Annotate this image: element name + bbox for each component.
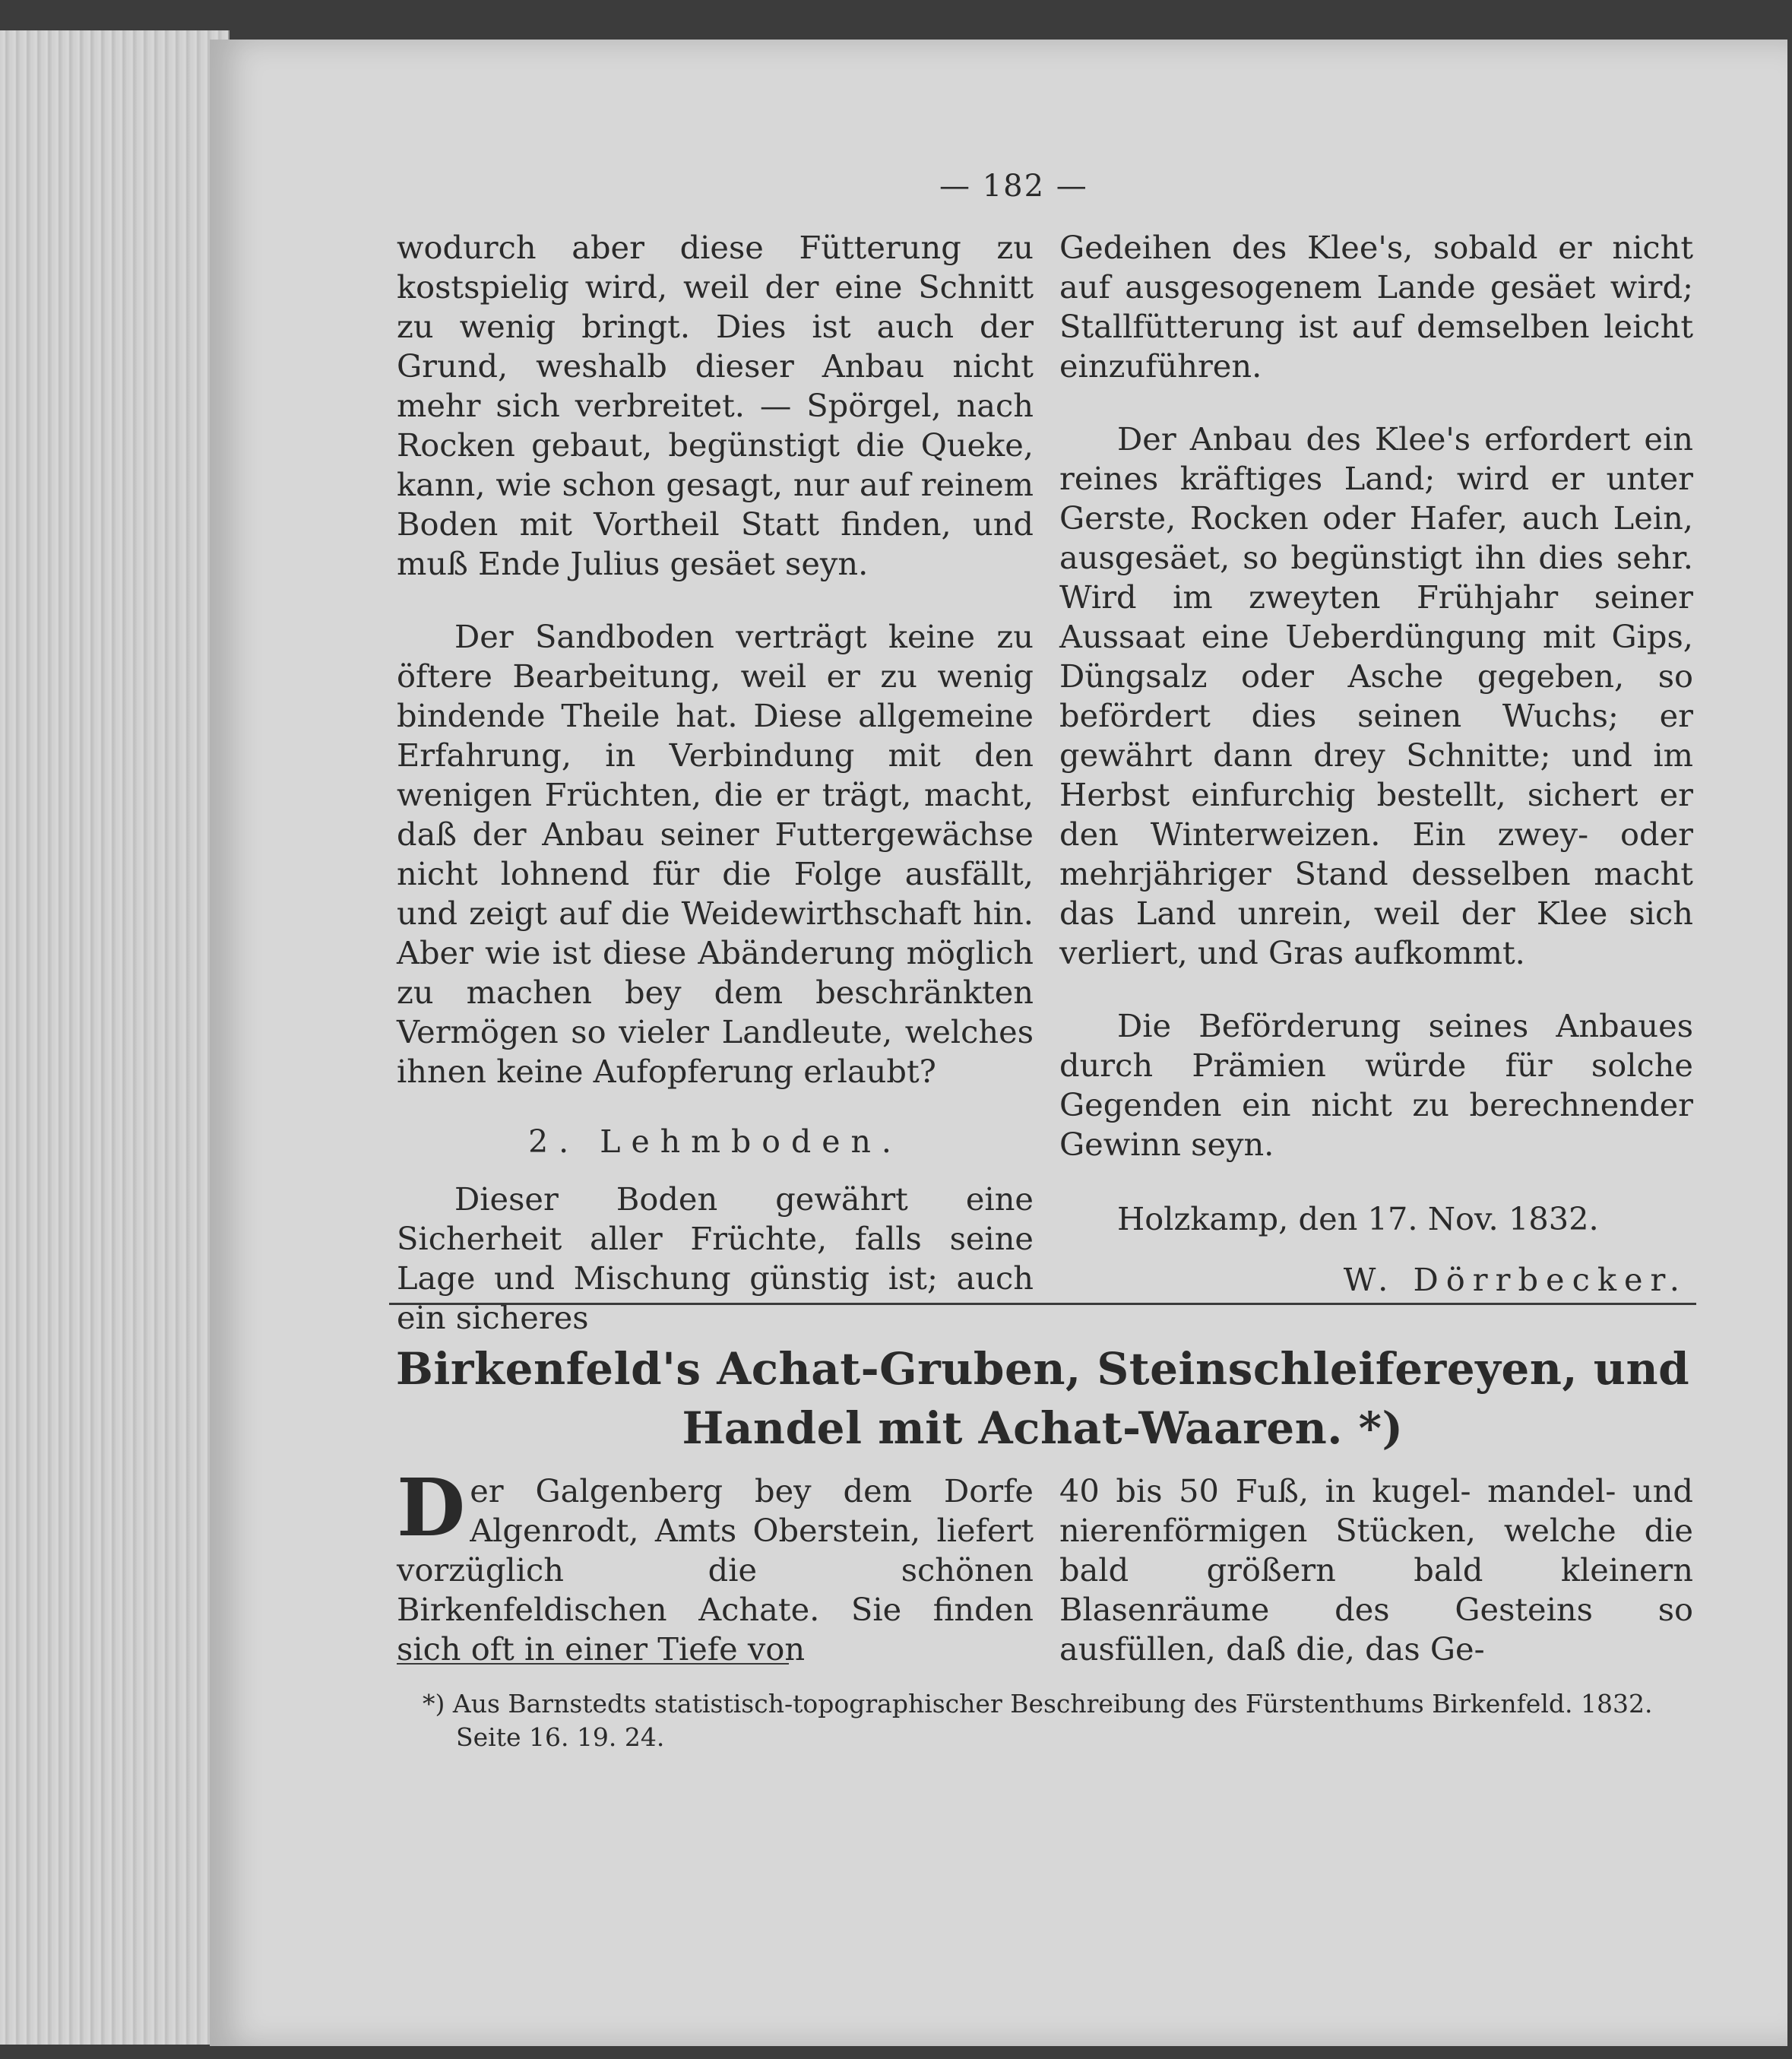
article-right-column	[1059, 1471, 1693, 1669]
signature: W. Dörrbecker.	[1343, 1261, 1687, 1298]
footnote-line-1: *) Aus Barnstedts statistisch-topographischer Beschreibung des Fürstenthums Birkenfeld. 1832.	[423, 1689, 1653, 1718]
drop-cap: D	[397, 1461, 466, 1554]
article-left-text: er Galgenberg bey dem Dorfe Algenrodt, Amts Oberstein, liefert vorzüglich die schönen Birkenfeldischen Achate. Sie finden sich oft in einer Tiefe von	[397, 1472, 1034, 1668]
article-title: Birkenfeld's Achat-Gruben, Steinschleifereyen, und Handel mit Achat-Waaren. *)	[395, 1343, 1690, 1454]
left-column	[397, 228, 1034, 1338]
right-column	[1059, 228, 1693, 1300]
article-left-column	[397, 1461, 1034, 1669]
left-paragraph-1: wodurch aber diese Fütterung zu kostspielig wird, weil der eine Schnitt zu wenig bringt. Dies ist auch der Grund, weshalb dieser Anbau nicht mehr sich verbreitet. — Spörgel, nach Rocken gebaut, begünstigt die Queke, kann, wie schon gesagt, nur auf reinem Boden mit Vortheil Statt finden, und muß Ende Julius gesäet seyn.	[397, 229, 1034, 582]
page-number: — 182 —	[939, 169, 1088, 204]
article-paragraph-right: 40 bis 50 Fuß, in kugel- mandel- und nierenförmigen Stücken, welche die bald größern bald kleinern Blasenräume des Gesteins so ausfüllen, daß die, das Ge-	[1059, 1472, 1693, 1668]
place-date: Holzkamp, den 17. Nov. 1832.	[1117, 1200, 1599, 1237]
article-paragraph-left	[397, 1461, 1034, 1669]
section-divider	[389, 1303, 1696, 1305]
left-paragraph-2: Der Sandboden verträgt keine zu öftere Bearbeitung, weil er zu wenig bindende Theile hat. Diese allgemeine Erfahrung, in Verbindung mit den wenigen Früchten, die er trägt, macht, daß der Anbau seiner Futtergewächse nicht lohnend für die Folge ausfällt, und zeigt auf die Weidewirthschaft hin. Aber wie ist diese Abänderung möglich zu machen bey dem beschränkten Vermögen so vieler Landleute, welches ihnen keine Aufopferung erlaubt?	[397, 618, 1034, 1090]
book-page-edges	[0, 30, 230, 2045]
footnote-line-2: Seite 16. 19. 24.	[456, 1722, 665, 1752]
right-paragraph-1: Gedeihen des Klee's, sobald er nicht auf ausgesogenem Lande gesäet wird; Stallfütterung ist auf demselben leicht einzuführen.	[1059, 229, 1693, 385]
footnote-divider	[397, 1663, 789, 1665]
footnote	[423, 1687, 1669, 1754]
right-paragraph-2: Der Anbau des Klee's erfordert ein reines kräftiges Land; wird er unter Gerste, Rocken oder Hafer, auch Lein, ausgesäet, so begünstigt ihn dies sehr. Wird im zweyten Frühjahr seiner Aussaat eine Ueberdüngung mit Gips, Düngsalz oder Asche gegeben, so befördert dies seinen Wuchs; er gewährt dann drey Schnitte; und im Herbst einfurchig bestellt, sichert er den Winterweizen. Ein zwey- oder mehrjähriger Stand desselben macht das Land unrein, weil der Klee sich verliert, und Gras aufkommt.	[1059, 420, 1693, 971]
subheading-lehmboden: 2. Lehmboden.	[528, 1123, 902, 1160]
right-paragraph-3: Die Beförderung seines Anbaues durch Prämien würde für solche Gegenden ein nicht zu berechnender Gewinn seyn.	[1059, 1007, 1693, 1163]
left-paragraph-3: Dieser Boden gewährt eine Sicherheit aller Früchte, falls seine Lage und Mischung günstig ist; auch ein sicheres	[397, 1180, 1034, 1336]
